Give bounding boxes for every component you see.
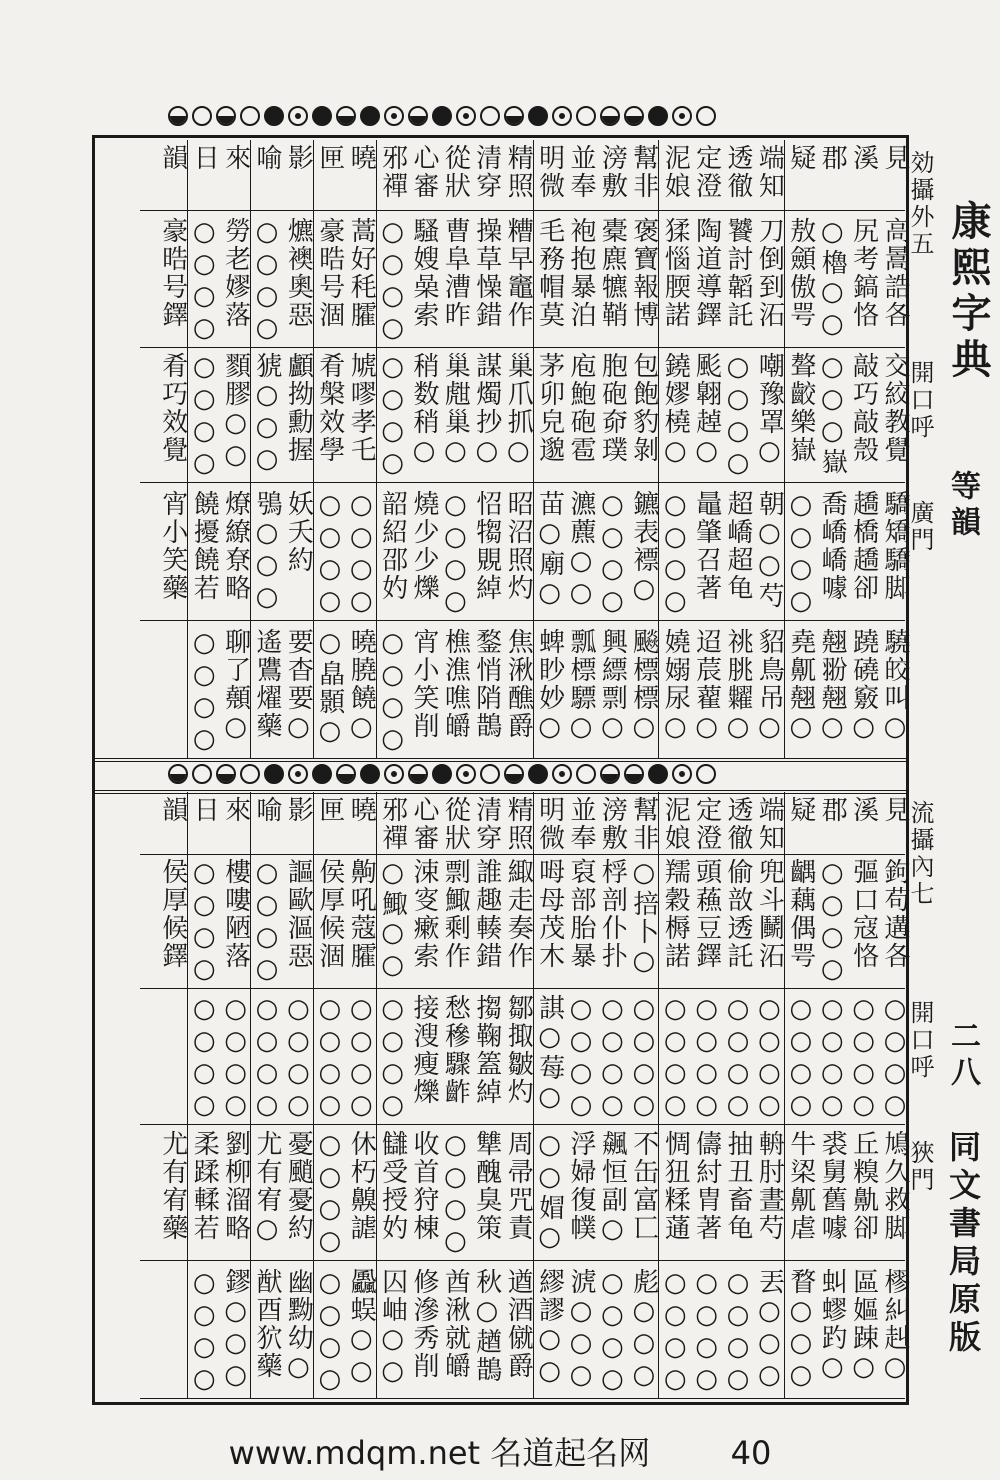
bottom_section-table-cell: 羺穀槈諾: [660, 858, 691, 970]
bottom_section-row-rule: [140, 1260, 905, 1261]
bottom-rhyme-type: 開口呼: [906, 1000, 934, 1081]
top_section-table-cell: 驕矯驕脚: [880, 490, 910, 602]
top_section-table-cell: ○○○○: [660, 490, 691, 618]
bottom_section-table-cell: ○○○○: [377, 994, 408, 1122]
footer-site[interactable]: www.mdqm.net 名道起名网: [228, 1434, 651, 1472]
top_section-table-cell: ○○○○: [189, 352, 220, 480]
top_section-table-cell: 肴槃效學: [314, 352, 345, 464]
bottom_section-header-cell: 從狀: [440, 796, 471, 852]
top_section-table-cell: 蒿好秏臛: [346, 217, 377, 329]
top_section-table-cell: 顱拗勳握: [283, 352, 314, 464]
bottom_section-table-cell: ○○○○: [817, 858, 848, 986]
bottom_section-table-cell: 修滲秀削: [409, 1268, 439, 1380]
footer: [0, 1428, 1000, 1474]
top_section-header-cell: 疑: [785, 144, 816, 172]
top_section-table-cell: 蜱眇妙○: [534, 628, 565, 744]
half-circle-icon: [168, 106, 188, 126]
top_section-table-cell: 超嶠超龟: [723, 490, 753, 602]
bottom_section-table-cell: 讎受授妁: [377, 1130, 408, 1242]
bottom_section-header-cell: 溪: [848, 796, 879, 824]
bottom_section-header-cell: 疑: [785, 796, 816, 824]
top_section-table-cell: 要杳要○: [283, 628, 314, 744]
top_section-table-cell: ○○○嶽: [817, 352, 848, 476]
bottom_section-header-cell: 定澄: [691, 796, 722, 852]
top_section-table-cell: ○○○○: [723, 352, 753, 480]
bottom_section-table-cell: ○○○○: [785, 994, 816, 1122]
bottom_section-table-cell: ○○○○: [660, 994, 691, 1122]
top_section-table-cell: 鐃嫪橈○: [660, 352, 691, 468]
bottom_section-table-cell: 輈肘晝芍: [754, 1130, 785, 1242]
bottom_section-table-cell: ○○○○: [566, 994, 596, 1122]
filled-circle-icon: [432, 106, 452, 126]
top_section-table-cell: 橐麃犥鞘: [597, 217, 628, 329]
half-circle-icon: [504, 106, 524, 126]
bottom_section-table-cell: 兜斗鬭沰: [754, 858, 785, 970]
top_section-table-cell: 鑣表褾○: [628, 490, 659, 606]
top_section-table-cell: 聊了顤○: [220, 628, 251, 744]
top_section-table-cell: 颩翺趠○: [691, 352, 722, 468]
top_section-header-cell: 來: [220, 144, 251, 172]
top_section-table-cell: 虓嘐孝乇: [346, 352, 377, 464]
bottom_section-table-cell: ○○○○: [660, 1268, 691, 1396]
bottom_section-header-cell: 韻: [157, 796, 188, 824]
top_section-table-cell: ○○○○: [189, 217, 220, 345]
bottom_section-table-cell: ○○○○: [691, 994, 722, 1122]
top_section-table-cell: ○○○○: [597, 490, 628, 618]
half-circle-icon: [624, 106, 644, 126]
bottom_section-table-cell: 飆恒副○: [597, 1130, 628, 1246]
bottom_section-header-cell: 幫非: [628, 796, 659, 852]
bottom_section-table-cell: 齵藕偶咢: [785, 858, 816, 970]
bottom_section-table-cell: 尤有宥○: [252, 1130, 282, 1246]
top_section-table-cell: 興縹剽○: [597, 628, 628, 744]
bottom_section-row-rule: [140, 1398, 905, 1399]
top_section-table-cell: 袍抱暴泊: [566, 217, 596, 329]
bottom_section-header-cell: 端知: [754, 796, 785, 852]
bottom_section-row-rule: [140, 1124, 905, 1125]
bottom_section-row-rule: [140, 988, 905, 989]
top_section-table-cell: 饒擾饒若: [189, 490, 220, 602]
bottom_section-table-cell: ○○○○: [189, 858, 220, 986]
bottom_section-table-cell: 不缶富匸: [628, 1130, 659, 1242]
top_section-table-cell: ○○○○: [189, 628, 220, 756]
top_section-table-cell: 顟膠○○: [220, 352, 251, 472]
bottom_section-table-cell: 樓嘍陋落: [220, 858, 251, 970]
top_section-header-cell: 定澄: [691, 144, 722, 200]
bottom_section-table-cell: ○○○○: [597, 1268, 628, 1396]
bottom_section-table-cell: 瞀○○○: [785, 1268, 816, 1392]
top_section-table-cell: 陶道導鐸: [691, 217, 722, 329]
top_section-header-cell: 見: [880, 144, 910, 172]
top_section-table-cell: ○櫓○○: [817, 217, 848, 341]
bottom-rhyme-group: 流攝內七: [906, 800, 934, 908]
top_section-header-cell: 精照: [503, 144, 534, 200]
top_section-table-cell: ○○○○: [377, 217, 408, 345]
bottom_section-table-cell: 彪○○○: [628, 1268, 659, 1392]
bottom_section-table-cell: 遒酒僦爵: [503, 1268, 534, 1380]
bottom_section-table-cell: ○鯫○○: [377, 858, 408, 982]
dot-circle-icon: [672, 106, 692, 126]
top-rhyme-type: 開口呼: [906, 360, 934, 441]
bottom_section-table-cell: 淲○○○: [566, 1268, 596, 1392]
bottom_section-table-cell: ○掊卜○: [628, 858, 659, 978]
bottom_section-table-cell: 牛鿄鼿虐: [785, 1130, 816, 1242]
bottom_section-table-cell: 柔蹂輮若: [189, 1130, 220, 1242]
top_section-header-cell: 心審: [409, 144, 439, 200]
top_section-header-cell: 影: [283, 144, 314, 172]
bottom_section-table-cell: ○○○○: [346, 994, 377, 1122]
bottom_section-table-cell: 鄒掫皺灼: [503, 994, 534, 1106]
top_section-table-cell: 蹺磽竅○: [848, 628, 879, 744]
bottom_section-table-cell: 搊鞠篕綽: [471, 994, 502, 1106]
bottom_section-table-cell: 劉柳溜略: [220, 1130, 251, 1242]
bottom_section-table-cell: ○○○○: [314, 1268, 345, 1396]
top_section-header-cell: 泥娘: [660, 144, 691, 200]
dot-circle-icon: [552, 106, 572, 126]
bottom_section-table-cell: 剽鯫剩作: [440, 858, 471, 970]
top_section-header-cell: 清穿: [471, 144, 502, 200]
top_section-table-cell: 遙鷕燿藥: [252, 628, 282, 740]
dot-circle-icon: [456, 106, 476, 126]
bottom_section-table-cell: ○○○○: [754, 994, 785, 1122]
bottom_section-table-cell: 愁穇驟齚: [440, 994, 471, 1106]
bottom_section-table-cell: 區嫗踈○: [848, 1268, 879, 1384]
top_section-table-cell: 瀌藨○○: [566, 490, 596, 610]
top_section-table-cell: 昭沼照灼: [503, 490, 534, 602]
top_section-table-cell: 包飽豹剝: [628, 352, 659, 464]
top_section-table-cell: 驍皎叫○: [880, 628, 910, 744]
top_section-table-cell: 毛務帽莫: [534, 217, 565, 329]
bottom_section-table-cell: ○○○○: [723, 1268, 753, 1396]
top_section-header-cell: 幫非: [628, 144, 659, 200]
top_section-table-cell: 高暠誥各: [880, 217, 910, 329]
top_section-table-cell: 謀燭抄○: [471, 352, 502, 468]
filled-circle-icon: [528, 106, 548, 126]
top_section-table-cell: 猇○○○: [252, 352, 282, 476]
open-circle-icon: [576, 106, 596, 126]
top_section-header-cell: 滂敷: [597, 144, 628, 200]
top_section-table-cell: 刀倒到沰: [754, 217, 785, 329]
bottom_section-table-cell: 休朽齅謔: [346, 1130, 377, 1242]
bottom_section-table-cell: 猷酉狖藥: [252, 1268, 282, 1380]
book-title: 康熙字典: [945, 200, 992, 384]
bottom_section-table-cell: 丘糗鼽卻: [848, 1130, 879, 1242]
top_section-table-cell: ○○○○: [440, 490, 471, 618]
top_section-header-cell: 匣: [314, 144, 345, 172]
bottom_section-table-cell: 收首狩棟: [409, 1130, 439, 1242]
bottom_section-table-cell: ○○○○: [597, 994, 628, 1122]
publisher: 同文書局原版: [944, 1130, 982, 1358]
top_section-table-cell: 燎繚尞略: [220, 490, 251, 602]
bottom_section-table-cell: ○○○○: [189, 994, 220, 1122]
bottom_section-header-cell: 泥娘: [660, 796, 691, 852]
page-label: 二八: [945, 1020, 980, 1092]
top_section-table-cell: 妖夭約: [283, 490, 314, 574]
top_section-row-rule: [140, 620, 905, 621]
top_section-table-cell: 猱惱腝諾: [660, 217, 691, 329]
top-rhyme-gate: 廣門: [906, 500, 934, 554]
bottom_section-table-cell: 惆狃糅蓪: [660, 1130, 691, 1242]
top_section-table-cell: 騷嫂喿索: [409, 217, 439, 329]
bottom_section-header-cell: 透徹: [723, 796, 753, 852]
page-number: 40: [730, 1434, 772, 1472]
top_section-table-cell: 稍数稍○: [409, 352, 439, 468]
bottom_section-table-cell: 儔紂胄著: [691, 1130, 722, 1242]
bottom_section-table-cell: 誰趣輳錯: [471, 858, 502, 970]
top_section-table-cell: 鍪悄陗鵲: [471, 628, 502, 740]
filled-circle-icon: [360, 106, 380, 126]
top_section-table-cell: 喬嶠嶠噱: [817, 490, 848, 602]
top_section-table-cell: 祧朓糶○: [723, 628, 753, 744]
top_section-table-cell: 迢莀藋○: [691, 628, 722, 744]
top_section-table-cell: ○○○○: [377, 628, 408, 756]
top_section-header-cell: 曉: [346, 144, 377, 172]
top_section-table-cell: 曹阜漕昨: [440, 217, 471, 329]
bottom_section-table-cell: ○○○○: [314, 1130, 345, 1258]
bottom_section-table-cell: 裘舅舊噱: [817, 1130, 848, 1242]
top_section-header-cell: 並奉: [566, 144, 596, 200]
top_section-table-cell: 鴞○○○: [252, 490, 282, 614]
bottom_section-table-cell: 頭蘓豆鐸: [691, 858, 722, 970]
open-circle-icon: [696, 106, 716, 126]
bottom_section-table-cell: 樛糾赳○: [880, 1268, 910, 1384]
bottom_section-table-cell: 酋湫就皭: [440, 1268, 471, 1380]
bottom_section-table-cell: 接溲瘦爍: [409, 994, 439, 1106]
bottom_section-table-cell: 浮婦復幞: [566, 1130, 596, 1242]
bottom_section-table-cell: 鳩久救脚: [880, 1130, 910, 1242]
dot-circle-icon: [384, 106, 404, 126]
half-circle-icon: [408, 106, 428, 126]
top_section-table-cell: 肴巧效覺: [157, 352, 188, 464]
dot-circle-icon: [288, 106, 308, 126]
top_section-header-cell: 邪禪: [377, 144, 408, 200]
bottom_section-table-cell: ○○○○: [283, 994, 314, 1122]
bottom_section-table-cell: 桴剖仆扑: [597, 858, 628, 970]
bottom-rhyme-gate: 狹門: [906, 1140, 934, 1194]
bottom_section-table-cell: 齁吼蔻臛: [346, 858, 377, 970]
top_section-header-cell: 透徹: [723, 144, 753, 200]
top_section-table-cell: 堯鼿翹○: [785, 628, 816, 744]
bottom_section-table-cell: ○○○○: [848, 994, 879, 1122]
top_section-header-cell: 溪: [848, 144, 879, 172]
bottom_section-header-cell: 見: [880, 796, 910, 824]
bottom_section-table-cell: ○○○○: [440, 1130, 471, 1258]
bottom_section-header-cell: 清穿: [471, 796, 502, 852]
top_section-table-cell: 鼂肇召著: [691, 490, 722, 602]
top_section-table-cell: 翹翂翹○: [817, 628, 848, 744]
top_section-table-cell: 操草懆錯: [471, 217, 502, 329]
bottom_section-table-cell: ○○○○: [880, 994, 910, 1122]
top_section-table-cell: 豪晧号鐸: [157, 217, 188, 329]
top_section-header-cell: 端知: [754, 144, 785, 200]
top_section-table-cell: 胞砲奅璞: [597, 352, 628, 464]
bottom_section-header-cell: 日: [189, 796, 220, 824]
bottom_section-table-cell: 謳歐漚惡: [283, 858, 314, 970]
bottom_section-header-cell: 喻: [252, 796, 282, 824]
top_section-table-cell: 敲巧敲殼: [848, 352, 879, 464]
filled-circle-icon: [312, 106, 332, 126]
bottom_section-table-cell: 虯蟉趵○: [817, 1268, 848, 1384]
top_section-table-cell: 貂鳥吊○: [754, 628, 785, 744]
top_section-table-cell: 燒少少爍: [409, 490, 439, 602]
top_section-table-cell: 曉膮饒○: [346, 628, 377, 744]
bottom_section-table-cell: 偷敨透託: [723, 858, 753, 970]
top_section-table-cell: 趫橋趫卻: [848, 490, 879, 602]
top-rhyme-group: 効攝外五: [906, 150, 934, 258]
top_section-table-cell: ○○○○: [314, 490, 345, 618]
bottom_section-table-cell: ○○○○: [314, 994, 345, 1122]
bottom_section-table-cell: ○○媢○: [534, 1130, 565, 1254]
bottom_section-table-cell: 諆○莓○: [534, 994, 565, 1114]
top_section-header-cell: 從狀: [440, 144, 471, 200]
top_section-table-cell: 褒寶報博: [628, 217, 659, 329]
bottom_section-table-cell: ○○○○: [691, 1268, 722, 1396]
bottom_section-header-rule: [140, 854, 905, 855]
top_section-table-cell: 宵小笑削: [409, 628, 439, 740]
top_section-table-cell: ○○○○: [346, 490, 377, 618]
bottom_section-table-cell: 侯厚候涸: [314, 858, 345, 970]
section-title: 等韻: [945, 470, 980, 542]
top_section-table-cell: 韶紹邵妁: [377, 490, 408, 602]
bottom_section-table-cell: ○○○○: [220, 994, 251, 1122]
top_section-table-cell: 茅卯皃邈: [534, 352, 565, 464]
top_section-table-cell: 勞老嫪落: [220, 217, 251, 329]
bottom_section-table-cell: 涑叜瘶索: [409, 858, 439, 970]
top_section-table-cell: ○○○○: [377, 352, 408, 480]
bottom_section-table-cell: 侯厚候鐸: [157, 858, 188, 970]
bottom_section-table-cell: 彄口寇恪: [848, 858, 879, 970]
top_section-table-cell: 巢爪抓○: [503, 352, 534, 468]
bottom_section-header-cell: 滂敷: [597, 796, 628, 852]
bottom_section-header-cell: 郡: [817, 796, 848, 824]
top_section-row-rule: [140, 482, 905, 483]
half-circle-icon: [216, 106, 236, 126]
top_section-table-cell: 交絞教覺: [880, 352, 910, 464]
filled-circle-icon: [264, 106, 284, 126]
top_section-header-cell: 日: [189, 144, 220, 172]
top_section-header-rule: [140, 210, 905, 211]
bottom_section-header-cell: 並奉: [566, 796, 596, 852]
top_section-header-cell: 韻: [157, 144, 188, 172]
top_section-table-cell: 豪晧号涸: [314, 217, 345, 329]
bottom_section-header-cell: 匣: [314, 796, 345, 824]
bottom_section-table-cell: ○○○○: [252, 994, 282, 1122]
bottom_section-header-cell: 曉: [346, 796, 377, 824]
top_section-row-rule: [140, 758, 905, 759]
top_section-table-cell: 巢甝巢○: [440, 352, 471, 468]
top_section-table-cell: 庖鮑砲雹: [566, 352, 596, 464]
top_section-table-cell: 苗○廟○: [534, 490, 565, 610]
bottom_section-table-cell: 憂颵憂約: [283, 1130, 314, 1242]
top_section-table-cell: 朝○○芍: [754, 490, 785, 610]
bottom_section-header-cell: 明微: [534, 796, 565, 852]
bottom_section-header-cell: 精照: [503, 796, 534, 852]
bottom_section-table-cell: ○○○○: [628, 994, 659, 1122]
bottom_section-table-cell: 繆謬○○: [534, 1268, 565, 1388]
top_section-table-cell: 聱齩樂嶽: [785, 352, 816, 464]
filled-circle-icon: [648, 106, 668, 126]
section-divider: [92, 790, 909, 794]
bottom_section-header-cell: 來: [220, 796, 251, 824]
top_section-table-cell: 糟早竈作: [503, 217, 534, 329]
half-circle-icon: [600, 106, 620, 126]
open-circle-icon: [192, 106, 212, 126]
top_section-table-cell: 嘲豫罩○: [754, 352, 785, 468]
bottom_section-header-cell: 邪禪: [377, 796, 408, 852]
top_section-table-cell: 饕討韜託: [723, 217, 753, 329]
bottom_section-table-cell: ○○○○: [723, 994, 753, 1122]
top_section-table-cell: 宵小笑藥: [157, 490, 188, 602]
top_section-row-rule: [140, 347, 905, 348]
tone-marks-top: [168, 106, 716, 126]
bottom_section-table-cell: 呣母茂木: [534, 858, 565, 970]
bottom_section-table-cell: 裒部胎暴: [566, 858, 596, 970]
half-circle-icon: [336, 106, 356, 126]
bottom_section-table-cell: 周帚咒責: [503, 1130, 534, 1242]
top_section-table-cell: 怊犓覞綽: [471, 490, 502, 602]
bottom_section-header-cell: 影: [283, 796, 314, 824]
top_section-table-cell: ○○○○: [785, 490, 816, 618]
top_section-header-cell: 喻: [252, 144, 282, 172]
bottom_section-table-cell: ○○○○: [817, 994, 848, 1122]
open-circle-icon: [480, 106, 500, 126]
top_section-table-cell: 爊襖奧惡: [283, 217, 314, 329]
top_section-table-cell: 飈標標○: [628, 628, 659, 744]
top_section-table-cell: ○皛顥○: [314, 628, 345, 748]
bottom_section-table-cell: 幽黝幼○: [283, 1268, 314, 1384]
bottom_section-table-cell: 鏐○○○: [220, 1268, 251, 1392]
bottom_section-table-cell: 犨醜臭策: [471, 1130, 502, 1242]
bottom_section-table-cell: 飍蜈○○: [346, 1268, 377, 1388]
top_section-header-cell: 郡: [817, 144, 848, 172]
top_section-table-cell: 樵潐噍皭: [440, 628, 471, 740]
bottom_section-table-cell: 鉤苟遘各: [880, 858, 910, 970]
top_section-table-cell: 瓢標驃○: [566, 628, 596, 744]
bottom_section-table-cell: 尤有宥藥: [157, 1130, 188, 1242]
top_section-header-cell: 明微: [534, 144, 565, 200]
bottom_section-table-cell: 秋○趥鵲: [471, 1268, 502, 1384]
bottom_section-table-cell: 抽丑畜龟: [723, 1130, 753, 1242]
bottom_section-header-cell: 心審: [409, 796, 439, 852]
bottom_section-table-cell: 緅走奏作: [503, 858, 534, 970]
top_section-table-cell: 敖顩傲咢: [785, 217, 816, 329]
bottom_section-table-cell: 囚岫○○: [377, 1268, 408, 1388]
top_section-table-cell: 尻考鎬恪: [848, 217, 879, 329]
top_section-table-cell: ○○○○: [252, 217, 282, 345]
bottom_section-table-cell: ○○○○: [189, 1268, 220, 1396]
bottom_section-table-cell: ○○○○: [252, 858, 282, 986]
open-circle-icon: [240, 106, 260, 126]
bottom_section-table-cell: 丟○○○: [754, 1268, 785, 1392]
top_section-table-cell: 嬈嫋尿○: [660, 628, 691, 744]
top_section-table-cell: 焦湫醮爵: [503, 628, 534, 740]
